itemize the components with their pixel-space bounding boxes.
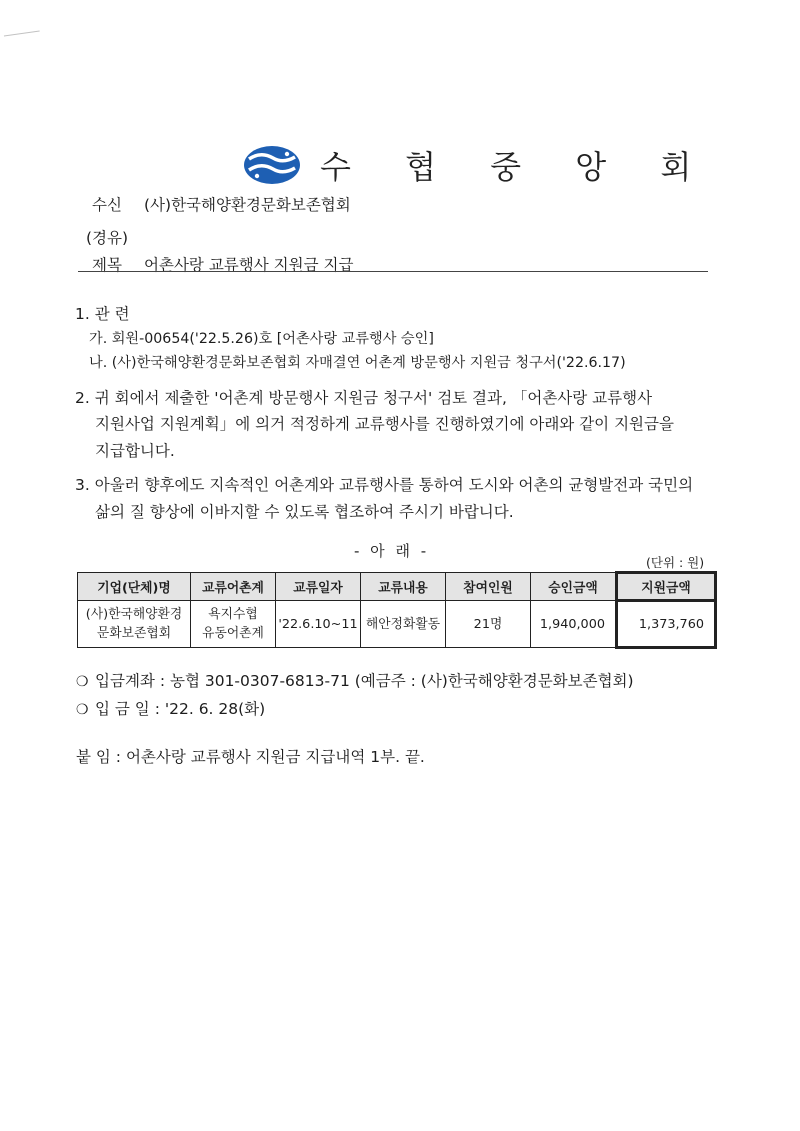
- section-3-line-1: 3. 아울러 향후에도 지속적인 어촌계와 교류행사를 통하여 도시와 어촌의 균형발전과 국민의: [75, 476, 694, 494]
- org-title: 수 협 중 앙 회: [320, 148, 714, 186]
- subject-label: 제목: [92, 256, 122, 274]
- receiver-label: 수신: [92, 196, 122, 214]
- account-info: [76, 669, 634, 691]
- section-1-item-b: 나. (사)한국해양환경문화보존협회 자매결연 어촌계 방문행사 지원금 청구서('22.6.17): [89, 355, 626, 371]
- col-header-participants: 참여인원: [446, 573, 531, 601]
- cell-participants: 21명: [446, 601, 531, 648]
- col-header-content: 교류내용: [361, 573, 446, 601]
- letterhead: [0, 140, 800, 190]
- table-row: [78, 601, 716, 648]
- suhyup-logo-icon: [243, 145, 301, 185]
- scan-mark: [4, 31, 40, 40]
- attachment-note: 붙 임 : 어촌사랑 교류행사 지원금 지급내역 1부. 끝.: [76, 748, 425, 766]
- cell-org-line-1: (사)한국해양환경: [85, 607, 183, 622]
- table-header-row: [78, 573, 716, 601]
- receiver-value: (사)한국해양환경문화보존협회: [144, 196, 351, 214]
- cell-org: [78, 601, 191, 648]
- via-label: (경유): [86, 229, 129, 247]
- section-2-line-1: 2. 귀 회에서 제출한 '어촌계 방문행사 지원금 청구서' 검토 결과, 「어촌사랑 교류행사: [75, 389, 653, 407]
- deposit-date-text: 입 금 일 : '22. 6. 28(화): [95, 700, 266, 718]
- cell-date: '22.6.10~11: [276, 601, 361, 648]
- circle-bullet-icon: ❍: [76, 702, 89, 718]
- subject-value: 어촌사랑 교류행사 지원금 지급: [144, 256, 354, 274]
- section-1-item-a: 가. 회원-00654('22.5.26)호 [어촌사랑 교류행사 승인]: [89, 331, 434, 347]
- cell-content: 해안정화활동: [361, 601, 446, 648]
- receiver-row: [92, 193, 351, 215]
- support-table: [77, 571, 717, 649]
- circle-bullet-icon: ❍: [76, 674, 89, 690]
- below-heading: - 아 래 -: [354, 542, 430, 560]
- cell-village-line-2: 유동어촌계: [202, 626, 264, 641]
- section-2-line-2: 지원사업 지원계획」에 의거 적정하게 교류행사를 진행하였기에 아래와 같이 지원금을: [95, 415, 674, 433]
- deposit-date-info: [76, 697, 265, 719]
- via-row: [86, 226, 128, 248]
- cell-approved: 1,940,000: [531, 601, 617, 648]
- section-2-line-3: 지급합니다.: [95, 442, 175, 460]
- col-header-support: 지원금액: [617, 573, 716, 601]
- section-3-line-2: 삶의 질 향상에 이바지할 수 있도록 협조하여 주시기 바랍니다.: [95, 503, 514, 521]
- col-header-date: 교류일자: [276, 573, 361, 601]
- account-text: 입금계좌 : 농협 301-0307-6813-71 (예금주 : (사)한국해양환경문화보존협회): [95, 672, 634, 690]
- section-1-title: 1. 관 련: [75, 305, 130, 323]
- cell-support: 1,373,760: [617, 601, 716, 648]
- unit-label: (단위 : 원): [646, 555, 705, 570]
- cell-org-line-2: 문화보존협회: [96, 626, 172, 641]
- col-header-org: 기업(단체)명: [78, 573, 191, 601]
- cell-village: [191, 601, 276, 648]
- cell-village-line-1: 욕지수협: [208, 607, 258, 622]
- col-header-village: 교류어촌계: [191, 573, 276, 601]
- divider: [78, 271, 708, 272]
- col-header-approved: 승인금액: [531, 573, 617, 601]
